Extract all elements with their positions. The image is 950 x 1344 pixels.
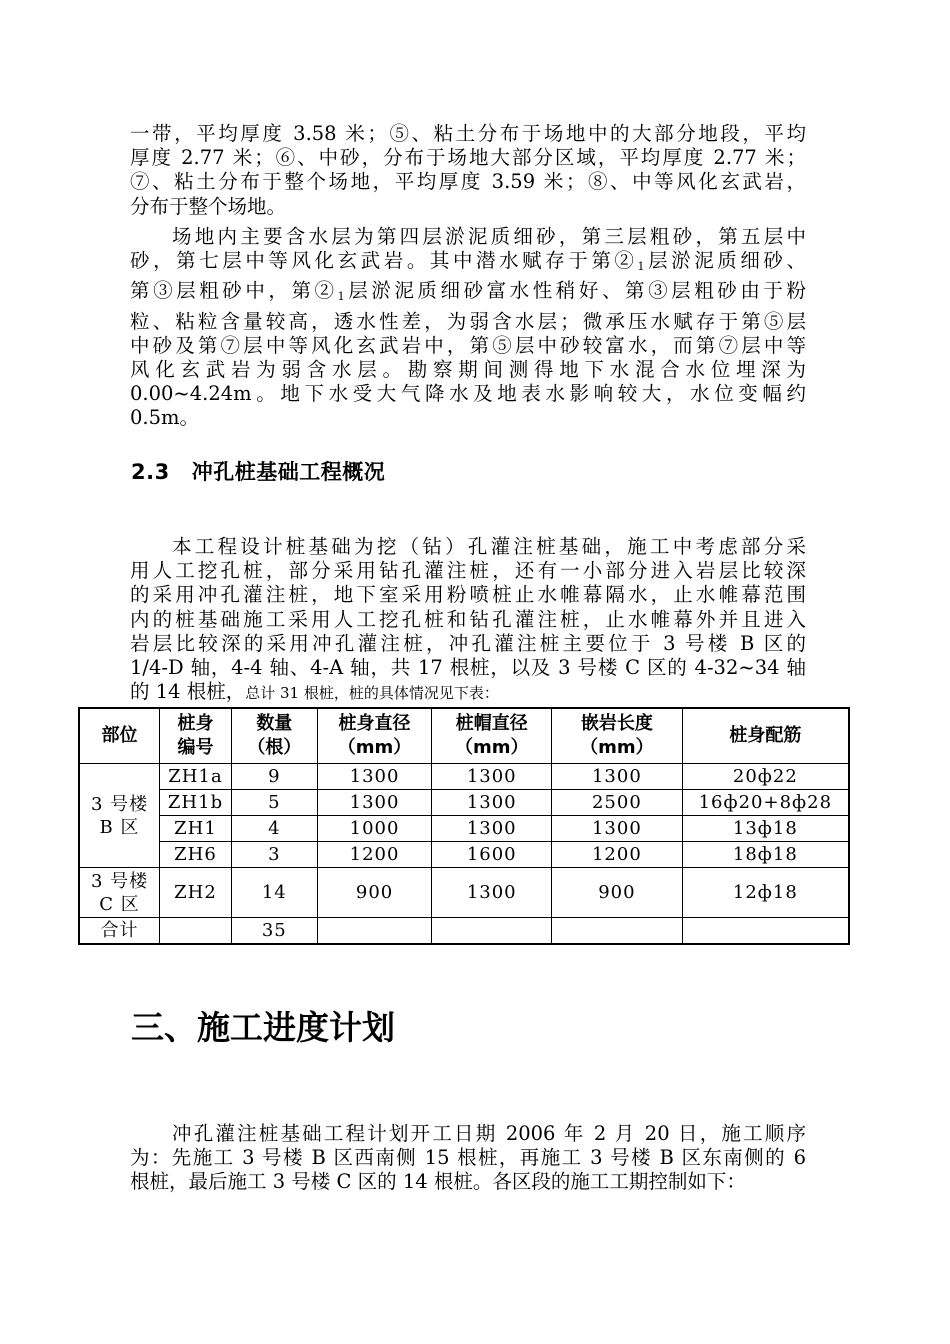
section-heading bbox=[131, 456, 385, 486]
cell-rock: 900 bbox=[552, 868, 683, 918]
text-line: 一带，平均厚度 3.58 米；⑤、粘土分布于场地中的大部分地段，平均 bbox=[130, 122, 806, 145]
header-text: 桩身直径 bbox=[338, 713, 411, 734]
cell-empty bbox=[552, 918, 683, 945]
cell-cap: 1300 bbox=[432, 790, 552, 816]
cell-rebar: 13ф18 bbox=[682, 816, 849, 842]
cell-cap: 1300 bbox=[432, 816, 552, 842]
cell-cap: 1300 bbox=[432, 764, 552, 790]
table-row bbox=[79, 816, 849, 842]
cell-cap: 1300 bbox=[432, 868, 552, 918]
header-text: 桩帽直径 bbox=[455, 713, 528, 734]
header-text: 数量 bbox=[256, 713, 293, 734]
section-number: 2.3 bbox=[131, 460, 170, 484]
cell-qty: 4 bbox=[231, 816, 317, 842]
small-text-segment: 总计 31 根桩，桩的具体情况见下表： bbox=[245, 684, 499, 703]
text-segment: 第③层粗砂中，第② bbox=[130, 279, 338, 303]
subscript: 1 bbox=[637, 260, 645, 274]
cell-rock: 1300 bbox=[552, 816, 683, 842]
cell-text: C 区 bbox=[99, 893, 140, 915]
cell-code: ZH1b bbox=[160, 790, 232, 816]
text-segment: 层淤泥质细砂富水性稍好、第③层粗砂由于粉 bbox=[344, 279, 806, 303]
cell-text: B 区 bbox=[99, 816, 140, 838]
cell-code: ZH1 bbox=[160, 816, 232, 842]
group-cell-c bbox=[79, 868, 160, 918]
text-line: 0.5m。 bbox=[130, 406, 200, 430]
text-line: 中砂及第⑦层中等风化玄武岩中，第⑤层中砂较富水，而第⑦层中等 bbox=[130, 333, 806, 357]
text-line: 根桩，最后施工 3 号楼 C 区的 14 根桩。各区段的施工工期控制如下： bbox=[130, 1170, 746, 1194]
cell-text: 3 号楼 bbox=[90, 870, 149, 892]
cell-code: ZH1a bbox=[160, 764, 232, 790]
cell-text: 3 号楼 bbox=[90, 793, 149, 815]
cell-diameter: 900 bbox=[317, 868, 432, 918]
text-line: 内的桩基础施工采用人工挖孔桩和钻孔灌注桩，止水帷幕外并且进入 bbox=[130, 607, 806, 631]
table-total-row bbox=[79, 918, 849, 945]
cell-total-label: 合计 bbox=[79, 918, 160, 945]
cell-rebar: 12ф18 bbox=[682, 868, 849, 918]
groundwater-paragraph bbox=[130, 225, 806, 431]
cell-rock: 1300 bbox=[552, 764, 683, 790]
text-line: 粒、粘粒含量较高，透水性差，为弱含水层；微承压水赋存于第⑤层 bbox=[130, 309, 806, 333]
text-line: 为：先施工 3 号楼 B 区西南侧 15 根桩，再施工 3 号楼 B 区东南侧的 6 bbox=[130, 1146, 806, 1170]
table-row bbox=[79, 868, 849, 918]
cell-rock: 2500 bbox=[552, 790, 683, 816]
cell-qty: 9 bbox=[231, 764, 317, 790]
schedule-paragraph bbox=[130, 1122, 806, 1195]
overview-paragraph bbox=[130, 535, 806, 705]
text-segment: 的 14 根桩， bbox=[130, 680, 246, 704]
header-text: （mm） bbox=[337, 737, 412, 758]
chapter-heading: 三、施工进度计划 bbox=[131, 1008, 395, 1047]
cell-code: ZH6 bbox=[160, 842, 232, 868]
header-rebar: 桩身配筋 bbox=[682, 708, 849, 764]
text-line: 厚度 2.77 米；⑥、中砂，分布于场地大部分区域，平均厚度 2.77 米； bbox=[130, 146, 806, 170]
cell-rock: 1200 bbox=[552, 842, 683, 868]
text-line: 冲孔灌注桩基础工程计划开工日期 2006 年 2 月 20 日，施工顺序 bbox=[172, 1122, 806, 1145]
text-line: 场地内主要含水层为第四层淤泥质细砂，第三层粗砂，第五层中 bbox=[172, 225, 806, 248]
text-line: 1/4-D 轴，4-4 轴、4-A 轴，共 17 根桩，以及 3 号楼 C 区的 4-32~34 轴 bbox=[130, 656, 806, 680]
header-qty bbox=[231, 708, 317, 764]
text-line: 分布于整个场地。 bbox=[130, 194, 287, 218]
group-cell-b bbox=[79, 764, 160, 868]
table-row bbox=[79, 790, 849, 816]
header-diameter bbox=[317, 708, 432, 764]
cell-code: ZH2 bbox=[160, 868, 232, 918]
cell-empty bbox=[432, 918, 552, 945]
cell-cap: 1600 bbox=[432, 842, 552, 868]
soil-layers-paragraph bbox=[130, 122, 806, 219]
text-line: 本工程设计桩基础为挖（钻）孔灌注桩基础，施工中考虑部分采 bbox=[172, 535, 806, 558]
text-line: 岩层比较深的采用冲孔灌注桩，冲孔灌注桩主要位于 3 号楼 B 区的 bbox=[130, 631, 806, 655]
table-header-row bbox=[79, 708, 849, 764]
cell-qty: 3 bbox=[231, 842, 317, 868]
table-row bbox=[79, 764, 849, 790]
cell-diameter: 1300 bbox=[317, 790, 432, 816]
header-code bbox=[160, 708, 232, 764]
header-text: （mm） bbox=[454, 737, 529, 758]
text-line: 的采用冲孔灌注桩，地下室采用粉喷桩止水帷幕隔水，止水帷幕范围 bbox=[130, 583, 806, 607]
cell-diameter: 1300 bbox=[317, 764, 432, 790]
text-line bbox=[130, 249, 806, 279]
table-row bbox=[79, 842, 849, 868]
header-text: 编号 bbox=[177, 737, 214, 758]
cell-empty bbox=[160, 918, 232, 945]
pile-table bbox=[78, 707, 850, 945]
cell-diameter: 1200 bbox=[317, 842, 432, 868]
text-line bbox=[130, 680, 806, 705]
cell-rebar: 18ф18 bbox=[682, 842, 849, 868]
text-line: 风化玄武岩为弱含水层。勘察期间测得地下水混合水位埋深为 bbox=[130, 358, 806, 382]
header-rock-length bbox=[552, 708, 683, 764]
header-cap-diameter bbox=[432, 708, 552, 764]
cell-qty: 14 bbox=[231, 868, 317, 918]
text-line: ⑦、粘土分布于整个场地，平均厚度 3.59 米；⑧、中等风化玄武岩， bbox=[130, 170, 806, 194]
subscript: 1 bbox=[337, 290, 345, 304]
text-segment: 层淤泥质细砂、 bbox=[644, 249, 806, 273]
header-text: 桩身 bbox=[177, 713, 214, 734]
text-segment: 砂，第七层中等风化玄武岩。其中潜水赋存于第② bbox=[130, 249, 638, 273]
text-line bbox=[130, 279, 806, 309]
header-text: （根） bbox=[247, 737, 302, 758]
section-title: 冲孔桩基础工程概况 bbox=[191, 460, 386, 484]
cell-qty: 5 bbox=[231, 790, 317, 816]
header-part: 部位 bbox=[79, 708, 160, 764]
cell-rebar: 16ф20+8ф28 bbox=[682, 790, 849, 816]
cell-empty bbox=[682, 918, 849, 945]
header-text: 嵌岩长度 bbox=[580, 713, 653, 734]
text-line: 用人工挖孔桩，部分采用钻孔灌注桩，还有一小部分进入岩层比较深 bbox=[130, 559, 806, 583]
cell-empty bbox=[317, 918, 432, 945]
text-line: 0.00~4.24m。地下水受大气降水及地表水影响较大，水位变幅约 bbox=[130, 382, 806, 406]
header-text: （mm） bbox=[580, 737, 654, 758]
cell-diameter: 1000 bbox=[317, 816, 432, 842]
cell-rebar: 20ф22 bbox=[682, 764, 849, 790]
cell-total-qty: 35 bbox=[231, 918, 317, 945]
